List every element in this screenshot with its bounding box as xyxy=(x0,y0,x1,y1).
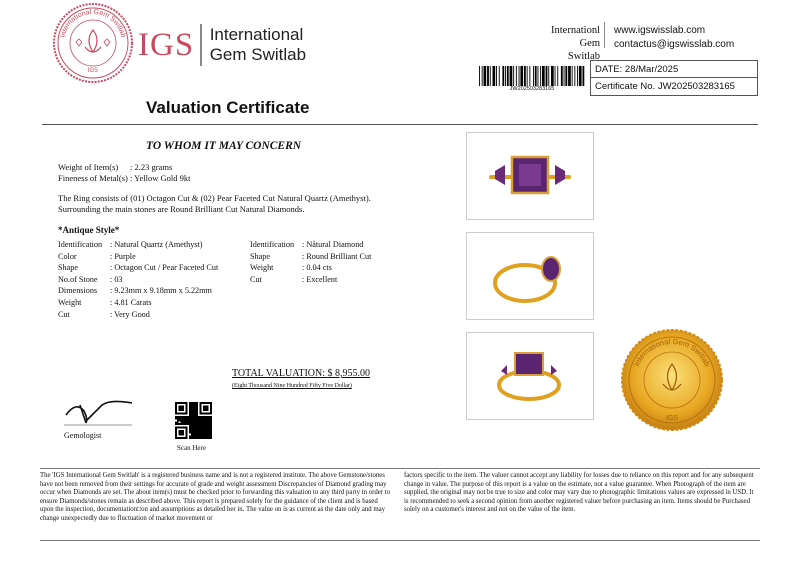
item-style: *Antique Style* xyxy=(58,225,120,235)
total-valuation-words: (Eight Thousand Nine Hundred Fifty Five Dollar) xyxy=(232,383,352,389)
product-photo-top xyxy=(466,132,594,220)
spec-key: No.of Stone xyxy=(58,274,98,284)
spec-value: : 0.04 cts xyxy=(302,263,332,273)
svg-text:International Gem Switlab xyxy=(60,9,127,38)
item-fineness-label: Fineness of Metal(s) xyxy=(58,173,128,183)
brand-name xyxy=(210,25,306,65)
total-valuation: TOTAL VALUATION: $ 8,955.00 xyxy=(232,368,370,379)
item-weight-label: Weight of Item(s) xyxy=(58,162,119,172)
spec-value: : Nåtural Diamond xyxy=(302,240,364,249)
brand-line-2: Gem Switlab xyxy=(209,45,307,64)
brand-divider xyxy=(200,24,202,66)
spec-row xyxy=(58,274,218,286)
spec-value: : Very Good xyxy=(110,309,150,319)
ring-side-view-image xyxy=(467,233,593,319)
header-divider xyxy=(42,124,758,125)
spec-row xyxy=(58,285,218,297)
ring-angle-view-image xyxy=(467,333,593,419)
company-name-line-1: Internationl xyxy=(551,25,600,36)
item-description: The Ring consists of (01) Octagon Cut & (02) Pear Faceted Cut Natural Quartz (Amethyst). Surrounding the main stones are Round Brilliant Cut Natural Diamonds. xyxy=(58,193,371,214)
spec-row xyxy=(58,239,218,251)
spec-key: Color xyxy=(58,251,77,261)
gold-seal xyxy=(620,328,724,432)
item-weight-row xyxy=(58,162,172,173)
main-stone-spec xyxy=(58,239,218,320)
product-photo-bottom xyxy=(466,332,594,420)
footer-disclaimer-right: factors specific to the item. The valuer cannot accept any liability for losses due to reliance on this report and for any subsequent change in value. The purpose of this report is a value on the estimate, not a value guarantee. When Photograph of the item are supplied, the original may not be true to size and color may vary due to photographic limitations values are expressed in USD. It is recommended to seek a second opinion from another registered valuer before purchasing an item. Items should be Purchased solely on a customer's interest and not on the value of the item. xyxy=(404,472,754,514)
logo-seal-text: International Gem Switlab xyxy=(59,8,127,39)
spec-value: : Purple xyxy=(110,251,136,261)
concern-heading: TO WHOM IT MAY CONCERN xyxy=(146,140,302,152)
spec-key: Weight xyxy=(250,263,274,273)
spec-key: Cut xyxy=(58,309,70,319)
brand-short: IGS xyxy=(138,26,195,63)
gemologist-signature xyxy=(62,395,134,427)
spec-row xyxy=(58,309,218,321)
ring-top-view-image xyxy=(467,133,593,219)
spec-key: Identification xyxy=(250,240,295,249)
scan-label: Scan Here xyxy=(177,444,206,452)
spec-key: Shape xyxy=(58,263,79,273)
spec-key: Cut xyxy=(250,274,262,284)
spec-key: Identification xyxy=(58,240,103,249)
gold-seal-text: International Gem Switlab xyxy=(632,336,712,368)
spec-row xyxy=(58,262,218,274)
brand xyxy=(138,24,306,66)
spec-value: : Round Brilliant Cut xyxy=(302,251,372,261)
product-photo-middle xyxy=(466,232,594,320)
spec-row xyxy=(250,274,371,286)
spec-value: : 03 xyxy=(110,274,123,284)
company-name-right xyxy=(548,24,600,63)
barcode-number: JW202503283165 xyxy=(509,86,555,92)
item-weight-value: : 2.23 grams xyxy=(130,162,173,172)
gemologist-label: Gemologist xyxy=(64,431,102,440)
spec-value: : Excellent xyxy=(302,274,338,284)
spec-key: Weight xyxy=(58,297,82,307)
spec-value: : 9.23mm x 9.18mm x 5.22mm xyxy=(110,286,212,296)
igs-logo-seal xyxy=(52,2,134,84)
brand-line-1: International xyxy=(209,25,304,44)
side-stone-spec xyxy=(250,239,371,285)
spec-row xyxy=(250,239,371,251)
spec-key: Shape xyxy=(250,251,271,261)
spec-value: : Octagon Cut / Pear Faceted Cut xyxy=(110,263,219,273)
spec-row xyxy=(58,251,218,263)
footer-divider-bottom xyxy=(40,540,760,541)
qr-code[interactable] xyxy=(175,402,212,439)
date-field: DATE: 28/Mar/2025 xyxy=(590,60,758,78)
footer-divider-top xyxy=(40,468,760,469)
item-fineness-value: : Yellow Gold 9kt xyxy=(130,173,191,183)
spec-key: Dimensions xyxy=(58,286,98,296)
contact-divider xyxy=(604,22,605,48)
spec-row xyxy=(250,251,371,263)
logo-seal-bottom: IGS xyxy=(87,68,99,74)
spec-value: : 4.81 Carats xyxy=(110,297,152,307)
item-fineness-row xyxy=(58,173,190,184)
page-title: Valuation Certificate xyxy=(146,98,310,117)
website-link[interactable]: www.igswisslab.com xyxy=(614,25,706,36)
footer-disclaimer-left: The 'IGS International Gem Switlab' is a registered business name and is not a registered institute. The above Gemstone/stones have not been removed from their settings for accurate of grade and weight assessment Discrepancies of Diamond grading may occur when Diamonds are set. The about item(s) must be checked prior to forwarding this valuation to any third party in order to ensure Diamonds/stones remain as described above. This report is prepared solely for the guidance of the client and is based upon the inspection, documentation□on and assumptions as detailed her in. The value on is as current as the date only and may change unexpectedly due to fluctuation of market movement or xyxy=(40,472,391,522)
barcode xyxy=(478,66,586,86)
email-link[interactable]: contactus@igswisslab.com xyxy=(614,39,735,50)
spec-row xyxy=(58,297,218,309)
certificate-number: Certificate No. JW202503283165 xyxy=(590,78,758,96)
contact-block xyxy=(614,24,734,52)
company-name-line-2: Gem Switlab xyxy=(567,38,600,62)
gold-seal-bottom: IGS xyxy=(665,415,679,422)
spec-value: : Natural Quartz (Amethyst) xyxy=(110,240,203,249)
spec-row xyxy=(250,262,371,274)
